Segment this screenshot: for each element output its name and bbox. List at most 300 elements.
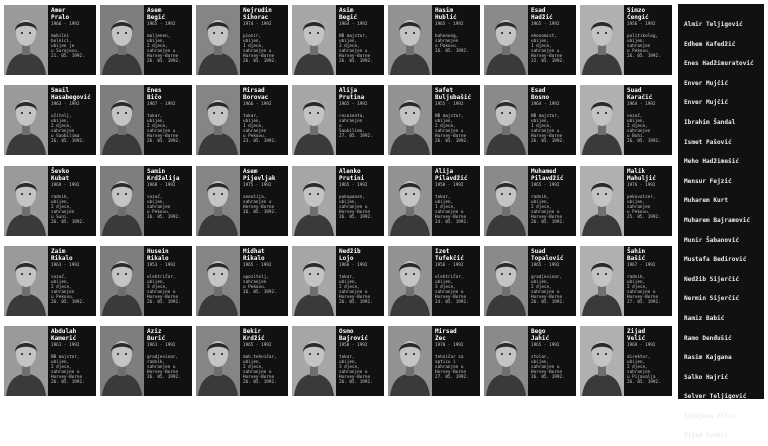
life-years: 1966 - 1992 (51, 22, 80, 28)
column-name: Enver Mujčić (684, 99, 729, 107)
life-years: 1965 - 1992 (339, 102, 368, 108)
life-years: 1969 - 1992 (51, 183, 80, 189)
death-date: 26. 05. 1992. (147, 139, 181, 145)
memorial-card (388, 326, 480, 396)
memorial-card (484, 246, 576, 316)
column-name: Edhem Kafedžić (684, 40, 736, 48)
column-name: Salko Hajrić (684, 373, 729, 381)
victim-info-panel (624, 246, 672, 316)
victim-info-panel (528, 246, 576, 316)
person-silhouette-icon (580, 166, 624, 236)
victim-description: radnik, ubijen, 2 djece, sahranjen u Horvey-Borne (531, 195, 563, 221)
death-date: 27. 05. 1992. (627, 300, 661, 306)
death-date: 22. 05. 1992. (531, 59, 565, 65)
memorial-card (388, 5, 480, 75)
victim-description: aneutija, sahranjen u Horvey-Borne (243, 195, 275, 211)
victim-description: mobilni bolnici, ubijen je u Sarajevu. (51, 34, 80, 55)
memorial-card (388, 246, 480, 316)
column-name: Ramiz Babić (684, 314, 725, 322)
death-date: 26. 05. 1992. (339, 59, 373, 65)
column-name: Ramo Denđušić (684, 334, 732, 342)
death-date: 26. 05. 1992. (243, 210, 277, 216)
column-name: Nermin Sijerčić (684, 295, 740, 303)
victim-info-panel (240, 246, 288, 316)
victim-name: Osmo Bajrović (339, 328, 368, 342)
memorial-card (196, 166, 288, 236)
life-years: 1963 - 1992 (51, 102, 80, 108)
death-date: 26. 05. 1992. (627, 139, 661, 145)
victim-info-panel (336, 326, 384, 396)
victim-name: Aziz Burić (147, 328, 166, 342)
person-silhouette-icon (196, 85, 240, 155)
victim-name: Alija Prutina (339, 87, 365, 101)
victim-name: Smail Hasabegović (51, 87, 91, 101)
memorial-card (4, 246, 96, 316)
victim-description: vozač, ubijen, 2 djece, sahranjen u Buhi. (627, 114, 651, 140)
life-years: 1961 - 1992 (147, 343, 176, 349)
victim-description: upozitelj, sahranjen u Pekovu. (243, 275, 269, 291)
life-years: 1964 - 1992 (339, 22, 368, 28)
person-silhouette-icon (484, 326, 528, 396)
person-silhouette-icon (388, 246, 432, 316)
victim-info-panel (528, 85, 576, 155)
person-silhouette-icon (196, 166, 240, 236)
portrait-photo (292, 166, 336, 236)
memorial-card (100, 246, 192, 316)
life-years: 1975 - 1992 (243, 183, 272, 189)
memorial-card (100, 85, 192, 155)
life-years: 1955 - 1992 (435, 102, 464, 108)
death-date: 26. 05. 1992. (243, 290, 277, 296)
memorial-card (4, 5, 96, 75)
person-silhouette-icon (100, 166, 144, 236)
victim-description: tokar, ubijen, 3 djece, sahranjen u Horvey-Borne (339, 355, 371, 381)
portrait-photo (580, 246, 624, 316)
victim-description: mah.tehničar, ubijen, 2 djece, sahranjen u Horvey-Borne (243, 355, 277, 381)
portrait-photo (4, 246, 48, 316)
portrait-photo (484, 166, 528, 236)
victim-info-panel (144, 5, 192, 75)
memorial-card (292, 5, 384, 75)
death-date: 23. 05. 1992. (243, 139, 277, 145)
person-silhouette-icon (388, 5, 432, 75)
person-silhouette-icon (196, 326, 240, 396)
victim-info-panel (624, 5, 672, 75)
victim-name: Samin Krdžalija (147, 168, 180, 182)
memorial-card (100, 326, 192, 396)
life-years: 1968 - 1992 (147, 183, 176, 189)
victim-name: Zaim Rikalo (51, 248, 73, 262)
column-name: Almir Teljigović (684, 21, 743, 28)
victim-info-panel (336, 166, 384, 236)
life-years: 1950 - 1992 (339, 343, 368, 349)
person-silhouette-icon (484, 5, 528, 75)
victim-name: Husein Rikalo (147, 248, 169, 262)
victim-info-panel (240, 85, 288, 155)
victim-info-panel (240, 5, 288, 75)
portrait-photo (100, 166, 144, 236)
victim-description: direktor, ubijen, 2 djece, sahranjen u Pijavalja (627, 355, 656, 381)
person-silhouette-icon (484, 166, 528, 236)
portrait-photo (196, 85, 240, 155)
death-date: 26. 05. 1992. (627, 380, 661, 386)
victim-name: Hasim Hublić (435, 7, 457, 21)
person-silhouette-icon (100, 326, 144, 396)
victim-info-panel (144, 166, 192, 236)
memorial-card (580, 166, 672, 236)
person-silhouette-icon (580, 326, 624, 396)
person-silhouette-icon (292, 85, 336, 155)
person-silhouette-icon (388, 326, 432, 396)
portrait-photo (292, 5, 336, 75)
column-name: Ibrahim Šandal (684, 118, 736, 126)
death-date: 26. 05. 1992. (435, 139, 469, 145)
death-date: 26. 05. 1992. (435, 49, 469, 55)
victim-description: NB majstor, ubijen, 1 djece, sahranjen u Horvey-Borne (531, 114, 563, 140)
portrait-photo (196, 246, 240, 316)
memorial-card (196, 5, 288, 75)
life-years: 1966 - 1992 (243, 102, 272, 108)
victim-name: Ševko Kubat (51, 168, 70, 182)
life-years: 1953 - 1992 (147, 263, 176, 269)
memorial-card (292, 166, 384, 236)
column-name: Nedžib Sijerčić (684, 275, 740, 283)
victim-description: električar, ubijen, 3 djece, sahranjen u Horvey-Borne (435, 275, 467, 301)
death-date: 24. 05. 1992. (435, 220, 469, 226)
memorial-card (580, 246, 672, 316)
life-years: 1967 - 1992 (627, 263, 656, 269)
victim-name: Muhamed Pilavdžić (531, 168, 564, 182)
column-name: Rasim Kajgana (684, 354, 732, 362)
victim-info-panel (336, 5, 384, 75)
victim-description: gradjevinar, radnik, sahranjen u Horvey-Borne (147, 355, 179, 376)
victim-description: vozač, ubijen, 2 djece, sahranjen u Pekovu. (51, 275, 75, 301)
victim-description: tokar, ubijen, 2 djece, sahranjen u Horvey-Borne (339, 275, 371, 301)
victim-description: tehničar za opticu i sahranjen u Horvey-Borne (435, 355, 467, 376)
victim-name: Mirsad Borovac (243, 87, 269, 101)
victim-info-panel (624, 166, 672, 236)
portrait-photo (4, 85, 48, 155)
portrait-photo (292, 246, 336, 316)
victim-info-panel (528, 5, 576, 75)
death-date: 26. 05. 1992. (627, 54, 661, 60)
life-years: 1969 - 1992 (627, 343, 656, 349)
memorial-card (484, 326, 576, 396)
portrait-photo (388, 166, 432, 236)
victim-name: Alenko Prutini (339, 168, 365, 182)
victim-name: Zijad Velić (627, 328, 646, 342)
victim-description: pokopanen, ubijen, sahranjen u Horvey-Borne (339, 195, 371, 216)
person-silhouette-icon (580, 5, 624, 75)
death-date: 26. 05. 1992. (339, 380, 373, 386)
victim-info-panel (528, 326, 576, 396)
victim-description: stolar, ubijen, sahranjen u Horvey-Borne (531, 355, 563, 376)
portrait-photo (388, 85, 432, 155)
memorial-card (580, 5, 672, 75)
victim-name: Midhat Rikalo (243, 248, 265, 262)
victim-name: Enes Bičo (147, 87, 162, 101)
person-silhouette-icon (388, 166, 432, 236)
victim-name: Suad Topalović (531, 248, 564, 262)
portrait-photo (388, 5, 432, 75)
victim-name: Asem Begić (147, 7, 166, 21)
memorial-card (100, 166, 192, 236)
column-name: Zijad Evakić (684, 432, 729, 440)
victim-description: učitelj, ubijen, 2 djece, sahranjen u Saobilima (51, 114, 80, 140)
victim-name: Abdulah Kamerić (51, 328, 77, 342)
victim-info-panel (48, 166, 96, 236)
memorial-card (484, 5, 576, 75)
life-years: 1976 - 1992 (627, 183, 656, 189)
victim-name: Safet Buljubašić (435, 87, 472, 101)
victim-description: recezenta, sahranjen u Saobilima. (339, 114, 365, 135)
portrait-photo (484, 5, 528, 75)
victim-name: Mirsad Zec (435, 328, 457, 342)
death-date: 26. 05. 1992. (531, 220, 565, 226)
memorial-card (388, 166, 480, 236)
portrait-photo (196, 166, 240, 236)
victim-name: Suad Karačić (627, 87, 653, 101)
column-name: Muharem Kurt (684, 197, 729, 205)
victim-name: Izet Tufekčić (435, 248, 464, 262)
victim-description: tokar, ubijen, 1 djece, sahranjen u Horvey-Borne (435, 195, 467, 221)
portrait-photo (4, 326, 48, 396)
death-date: 26. 05. 1992. (243, 380, 277, 386)
portrait-photo (196, 5, 240, 75)
portrait-photo (484, 246, 528, 316)
victim-name: Bego Jahić (531, 328, 550, 342)
death-date: 26. 05. 1992. (147, 375, 181, 381)
memorial-card (196, 85, 288, 155)
death-date: 26. 05. 1992. (531, 375, 565, 381)
person-silhouette-icon (292, 246, 336, 316)
victim-description: ekonomist, ubijen, 1 djece, sahranjen u Horvey-Borne (531, 34, 563, 60)
portrait-photo (388, 246, 432, 316)
victim-name: Esad Bosno (531, 87, 550, 101)
column-name: Enver Mujčić (684, 79, 729, 87)
person-silhouette-icon (4, 166, 48, 236)
life-years: 1965 - 1992 (435, 22, 464, 28)
death-date: 27. 05. 1992. (435, 375, 469, 381)
victim-info-panel (48, 5, 96, 75)
column-name: Muharem Bajramović (684, 216, 751, 224)
victim-description: tokar, ubijen, 1 djece, sahranjen u Pekovu. (243, 114, 267, 140)
column-name: Selver Teljigović (684, 393, 747, 401)
portrait-photo (196, 326, 240, 396)
death-date: 26. 05. 1992. (51, 300, 85, 306)
person-silhouette-icon (4, 326, 48, 396)
victim-description: maljenen, ubijen, 2 djece, sahranjen u Horvey-Borne (147, 34, 179, 60)
column-name: Munir Šabanović (684, 236, 740, 244)
victim-name: Amer Pralo (51, 7, 70, 21)
victim-info-panel (144, 246, 192, 316)
victim-info-panel (528, 166, 576, 236)
death-date: 21. 05. 1992. (51, 54, 85, 60)
memorial-card (4, 166, 96, 236)
life-years: 1956 - 1992 (627, 22, 656, 28)
victim-description: politikolog, ubijen, sahranjen u Pekovu. (627, 34, 659, 55)
portrait-photo (100, 246, 144, 316)
life-years: 1965 - 1992 (339, 183, 368, 189)
person-silhouette-icon (100, 85, 144, 155)
victim-info-panel (240, 326, 288, 396)
portrait-photo (580, 85, 624, 155)
victim-name: Bekir Krdžić (243, 328, 265, 342)
victim-info-panel (432, 5, 480, 75)
life-years: 1966 - 1992 (339, 263, 368, 269)
memorial-card (292, 85, 384, 155)
victim-info-panel (432, 166, 480, 236)
death-date: 26. 05. 1992. (147, 300, 181, 306)
death-date: 26. 05. 1992. (531, 300, 565, 306)
victim-description: radnik, ubijen, 2 djece, sahranjen u Suni. (51, 195, 75, 221)
victim-description: pekovatzer, ubijen, sahranjen u Pekovu. (627, 195, 656, 216)
victim-description: NB majstor, ubijen, 2 djece, sahranjen u Horvey-Borne (51, 355, 83, 381)
life-years: 1965 - 1992 (531, 263, 560, 269)
victim-description: električar, ubijen, 3 djece, sahranjen u Horvey-Borne (147, 275, 179, 301)
victim-name: Nedžib Lojo (339, 248, 361, 262)
memorial-card (196, 246, 288, 316)
portrait-photo (292, 85, 336, 155)
life-years: 1958 - 1992 (435, 183, 464, 189)
victim-name: Nejrudin Sihorac (243, 7, 272, 21)
victim-name: Simzo Ćengić (627, 7, 649, 21)
person-silhouette-icon (4, 5, 48, 75)
portrait-photo (484, 85, 528, 155)
life-years: 1965 - 1992 (243, 343, 272, 349)
death-date: 25. 05. 1992. (627, 215, 661, 221)
life-years: 1965 - 1992 (531, 22, 560, 28)
victim-name: Malik Mahuljić (627, 168, 656, 182)
victim-info-panel (240, 166, 288, 236)
life-years: 1967 - 1992 (147, 102, 176, 108)
victim-info-panel (48, 246, 96, 316)
column-name: Mustafa Bedirović (684, 256, 747, 264)
portrait-photo (580, 326, 624, 396)
memorial-card (100, 5, 192, 75)
victim-info-panel (432, 85, 480, 155)
memorial-card (580, 85, 672, 155)
person-silhouette-icon (484, 85, 528, 155)
victim-info-panel (432, 326, 480, 396)
victim-description: radnik, ubijen, 2 djece, sahranjen u Horvey-Borne (627, 275, 659, 301)
portrait-photo (388, 326, 432, 396)
person-silhouette-icon (196, 5, 240, 75)
death-date: 26. 05. 1992. (531, 139, 565, 145)
victim-description: bahenong, sahranjen u Pakovu. (435, 34, 459, 50)
column-name: Enes Hadžimuratović (684, 60, 754, 68)
victim-name-column (678, 4, 764, 440)
memorial-card (196, 326, 288, 396)
victim-description: NB majstor, ubijen, 3 djece, sahranjen u Horvey-Borne (339, 34, 371, 60)
death-date: 26. 05. 1992. (339, 215, 373, 221)
victim-info-panel (48, 85, 96, 155)
death-date: 26. 05. 1992. (147, 59, 181, 65)
death-date: 26. 05. 1992. (51, 220, 85, 226)
victim-name: Alija Pilavdžić (435, 168, 468, 182)
portrait-photo (100, 5, 144, 75)
portrait-photo (4, 166, 48, 236)
memorial-card (484, 166, 576, 236)
victim-info-panel (336, 246, 384, 316)
victim-name: Šahin Bašić (627, 248, 646, 262)
death-date: 26. 05. 1992. (51, 380, 85, 386)
memorial-card (4, 85, 96, 155)
person-silhouette-icon (484, 246, 528, 316)
victim-info-panel (48, 326, 96, 396)
victim-info-panel (432, 246, 480, 316)
column-name: Sulejman Pilić (684, 412, 736, 420)
victim-info-panel (144, 326, 192, 396)
victim-info-panel (624, 326, 672, 396)
life-years: 1974 - 1992 (243, 22, 272, 28)
portrait-photo (580, 5, 624, 75)
life-years: 1965 - 1992 (243, 263, 272, 269)
victim-description: gradjevinar, ubijen, 2 djece, sahranjen u Horvey-Borne (531, 275, 563, 301)
life-years: 1970 - 1992 (435, 343, 464, 349)
victim-description: NB majstor, ubijen, 2 djece, sahranjen u Horvey-Borne (435, 114, 467, 140)
person-silhouette-icon (292, 5, 336, 75)
person-silhouette-icon (292, 166, 336, 236)
death-date: 26. 05. 1992. (243, 59, 277, 65)
memorial-card (292, 246, 384, 316)
person-silhouette-icon (580, 246, 624, 316)
victim-info-panel (624, 85, 672, 155)
memorial-card (292, 326, 384, 396)
life-years: 1965 - 1992 (531, 183, 560, 189)
person-silhouette-icon (580, 85, 624, 155)
life-years: 1961 - 1992 (51, 343, 80, 349)
column-name: Ismet Pašović (684, 138, 732, 146)
victim-info-panel (336, 85, 384, 155)
victim-name: Asem Pijevljak (243, 168, 276, 182)
victim-name: Esad Hadžić (531, 7, 553, 21)
victim-description: pionir, ubijen, 1 djece, sahranjen u Horvey-Borne (243, 34, 275, 60)
portrait-photo (100, 326, 144, 396)
person-silhouette-icon (388, 85, 432, 155)
death-date: 27. 05. 1992. (339, 134, 373, 140)
column-name: Meho Hadžimešić (684, 158, 740, 166)
victim-description: tokar, ubijen, 2 djece, sahranjen u Horvey-Borne (147, 114, 179, 140)
person-silhouette-icon (100, 246, 144, 316)
death-date: 26. 05. 1992. (51, 139, 85, 145)
life-years: 1964 - 1992 (531, 102, 560, 108)
portrait-photo (100, 85, 144, 155)
memorial-card (484, 85, 576, 155)
life-years: 1964 - 1992 (627, 102, 656, 108)
victim-name: Asim Begić (339, 7, 358, 21)
portrait-photo (580, 166, 624, 236)
death-date: 26. 05. 1992. (147, 215, 181, 221)
death-date: 24. 05. 1992. (435, 300, 469, 306)
portrait-photo (4, 5, 48, 75)
death-date: 26. 05. 1992. (339, 300, 373, 306)
memorial-card (4, 326, 96, 396)
person-silhouette-icon (196, 246, 240, 316)
life-years: 1956 - 1992 (435, 263, 464, 269)
person-silhouette-icon (100, 5, 144, 75)
person-silhouette-icon (4, 85, 48, 155)
memorial-card (388, 85, 480, 155)
person-silhouette-icon (4, 246, 48, 316)
column-name: Mensur Fejzić (684, 177, 732, 185)
portrait-photo (484, 326, 528, 396)
life-years: 1965 - 1992 (147, 22, 176, 28)
memorial-card (580, 326, 672, 396)
life-years: 1965 - 1992 (531, 343, 560, 349)
life-years: 1963 - 1992 (51, 263, 80, 269)
person-silhouette-icon (292, 326, 336, 396)
